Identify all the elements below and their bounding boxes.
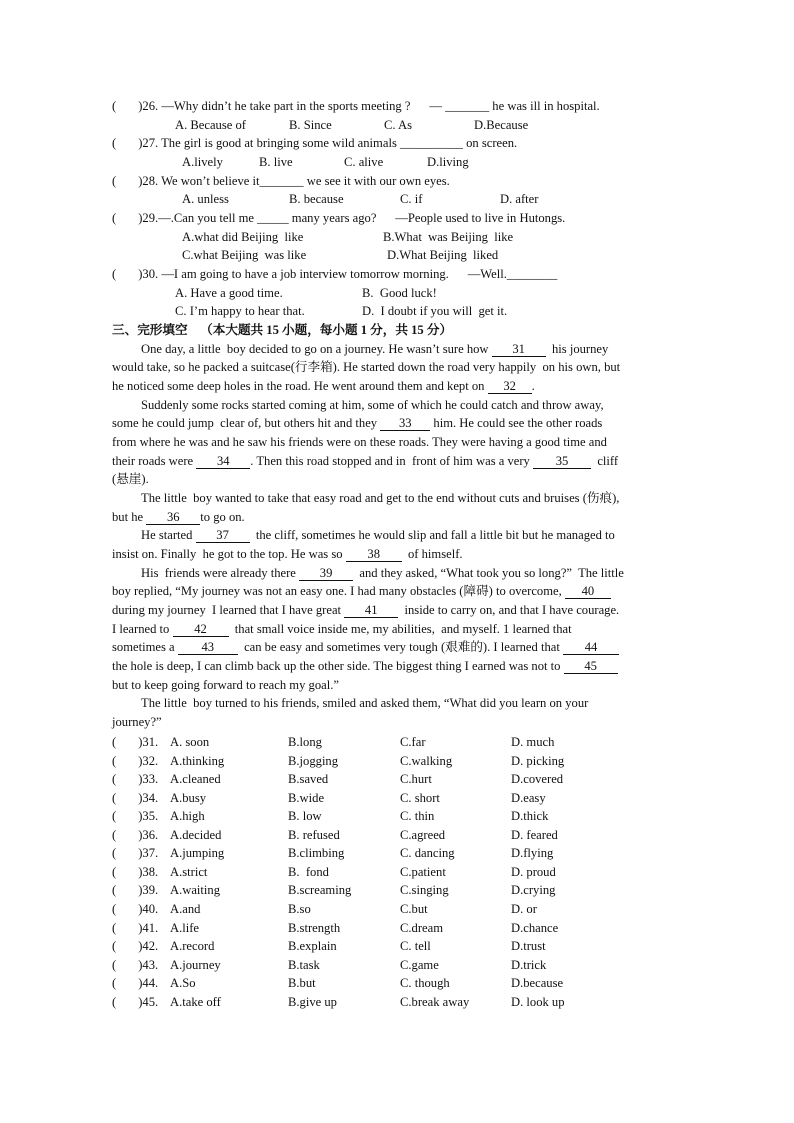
passage-line: from where he was and he saw his friends were on these roads. They were having a good time and	[112, 435, 607, 449]
q28-option-d: D. after	[500, 192, 539, 206]
cloze-37-question-number: ( )37.	[112, 846, 159, 861]
cloze-43-question-number: ( )43.	[112, 957, 159, 972]
cloze-41-question-number: ( )41.	[112, 920, 159, 935]
cloze-37-option-c: C. dancing	[400, 846, 455, 861]
question-26: ( )26. —Why didn’t he take part in the sports meeting ? — _______ he was ill in hospital.	[112, 99, 600, 113]
cloze-31-option-b: B.long	[288, 735, 322, 749]
question-28: ( )28. We won’t believe it_______ we see it with our own eyes.	[112, 174, 450, 188]
question-29: ( )29.—.Can you tell me _____ many years ago? —People used to live in Hutongs.	[112, 211, 566, 225]
cloze-39-option-d: D.crying	[511, 883, 556, 898]
cloze-35-question-number: ( )35.	[112, 809, 159, 824]
cloze-38-option-a: A.strict	[170, 864, 208, 879]
cloze-44-option-b: B.but	[288, 976, 316, 991]
cloze-44-question-number: ( )44.	[112, 976, 159, 991]
q28-option-b: B. because	[289, 192, 344, 206]
cloze-38-option-c: C.patient	[400, 864, 446, 879]
cloze-41-option-c: C.dream	[400, 920, 444, 935]
q27-option-b: B. live	[259, 155, 293, 169]
passage-line: but to keep going forward to reach my goal.”	[112, 678, 339, 692]
blank-44: 44	[563, 641, 619, 655]
blank-31: 31	[492, 343, 546, 357]
cloze-38-option-d: D. proud	[511, 864, 556, 879]
cloze-34-option-a: A.busy	[170, 790, 207, 805]
section-title: 三、完形填空 （本大题共 15 小题，每小题 1 分，共 15 分）	[112, 323, 453, 337]
q28-option-a: A. unless	[182, 192, 229, 206]
blank-34: 34	[196, 455, 250, 469]
cloze-40-option-d: D. or	[511, 902, 537, 916]
blank-40: 40	[565, 585, 611, 599]
cloze-33-option-c: C.hurt	[400, 772, 432, 787]
cloze-42-option-a: A.record	[170, 939, 215, 953]
blank-43: 43	[178, 641, 238, 655]
blank-37: 37	[196, 529, 250, 543]
cloze-39-option-a: A.waiting	[170, 883, 221, 898]
blank-33: 33	[380, 417, 430, 431]
cloze-40-option-c: C.but	[400, 902, 428, 916]
cloze-33-option-d: D.covered	[511, 772, 564, 787]
passage-line: the hole is deep, I can climb back up the other side. The biggest thing I earned was not to 45	[112, 658, 618, 674]
q30-option-c: C. I’m happy to hear that.	[175, 304, 305, 318]
cloze-32-option-b: B.jogging	[288, 753, 339, 768]
cloze-35-option-d: D.thick	[511, 809, 549, 824]
cloze-42-option-d: D.trust	[511, 939, 546, 953]
q27-option-c: C. alive	[344, 155, 384, 169]
passage-line: would take, so he packed a suitcase(行李箱). He started down the road very happily on his own, but	[112, 360, 621, 374]
q30-option-a: A. Have a good time.	[175, 286, 283, 300]
cloze-41-option-b: B.strength	[288, 920, 341, 935]
cloze-40-option-a: A.and	[170, 902, 201, 916]
passage-line: Suddenly some rocks started coming at him, some of which he could catch and throw away,	[141, 398, 604, 412]
cloze-31-option-d: D. much	[511, 735, 555, 749]
cloze-35-option-a: A.high	[170, 809, 205, 824]
cloze-35-option-b: B. low	[288, 809, 322, 824]
cloze-33-question-number: ( )33.	[112, 772, 159, 787]
passage-line: (悬崖).	[112, 472, 149, 486]
cloze-44-option-c: C. though	[400, 976, 450, 991]
cloze-32-option-c: C.walking	[400, 753, 453, 768]
question-30: ( )30. —I am going to have a job interview tomorrow morning. —Well.________	[112, 267, 558, 281]
cloze-39-question-number: ( )39.	[112, 883, 159, 898]
cloze-37-option-b: B.climbing	[288, 846, 345, 861]
cloze-36-option-c: C.agreed	[400, 827, 446, 842]
passage-line: he noticed some deep holes in the road. He went around them and kept on 32 .	[112, 379, 535, 393]
blank-32: 32	[488, 380, 532, 394]
cloze-44-option-a: A.So	[170, 976, 196, 991]
cloze-38-question-number: ( )38.	[112, 864, 159, 879]
passage-line: He started 37 the cliff, sometimes he would slip and fall a little bit but he managed to	[141, 528, 615, 542]
q26-option-d: D.Because	[474, 118, 529, 132]
cloze-45-option-b: B.give up	[288, 994, 337, 1009]
cloze-34-option-b: B.wide	[288, 790, 325, 805]
cloze-42-question-number: ( )42.	[112, 939, 159, 953]
cloze-31-option-c: C.far	[400, 735, 426, 749]
q29-option-c: C.what Beijing was like	[182, 248, 307, 262]
cloze-34-question-number: ( )34.	[112, 790, 159, 805]
q29-option-a: A.what did Beijing like	[182, 230, 304, 244]
cloze-36-option-a: A.decided	[170, 827, 222, 842]
cloze-32-question-number: ( )32.	[112, 753, 159, 768]
cloze-31-question-number: ( )31.	[112, 735, 159, 749]
q26-option-a: A. Because of	[175, 118, 246, 132]
cloze-34-option-d: D.easy	[511, 790, 546, 805]
cloze-37-option-d: D.flying	[511, 846, 554, 861]
passage-line: sometimes a 43 can be easy and sometimes very tough (艰难的). I learned that 44	[112, 639, 619, 655]
cloze-40-question-number: ( )40.	[112, 902, 159, 916]
cloze-42-option-c: C. tell	[400, 939, 431, 953]
cloze-40-option-b: B.so	[288, 902, 311, 916]
cloze-33-option-a: A.cleaned	[170, 772, 221, 787]
blank-39: 39	[299, 567, 353, 581]
q27-option-d: D.living	[427, 155, 469, 169]
passage-line: The little boy turned to his friends, smiled and asked them, “What did you learn on your	[141, 696, 589, 710]
cloze-36-question-number: ( )36.	[112, 827, 159, 842]
cloze-43-option-c: C.game	[400, 957, 439, 972]
blank-35: 35	[533, 455, 591, 469]
cloze-37-option-a: A.jumping	[170, 846, 225, 861]
passage-line: The little boy wanted to take that easy road and get to the end without cuts and bruises (伤痕),	[141, 491, 620, 505]
blank-36: 36	[146, 511, 200, 525]
q26-option-c: C. As	[384, 118, 412, 132]
cloze-38-option-b: B. fond	[288, 864, 329, 879]
blank-42: 42	[173, 623, 229, 637]
cloze-45-option-c: C.break away	[400, 994, 470, 1009]
passage-line: boy replied, “My journey was not an easy one. I had many obstacles (障碍) to overcome, 40	[112, 583, 611, 599]
cloze-41-option-a: A.life	[170, 920, 200, 935]
question-27: ( )27. The girl is good at bringing some wild animals __________ on screen.	[112, 136, 518, 150]
q28-option-c: C. if	[400, 192, 423, 206]
cloze-34-option-c: C. short	[400, 790, 440, 805]
blank-38: 38	[346, 548, 402, 562]
cloze-39-option-b: B.screaming	[288, 883, 352, 898]
blank-45: 45	[564, 660, 618, 674]
cloze-44-option-d: D.because	[511, 976, 564, 991]
q29-option-b: B.What was Beijing like	[383, 230, 514, 244]
cloze-42-option-b: B.explain	[288, 939, 337, 953]
passage-line: One day, a little boy decided to go on a journey. He wasn’t sure how 31 his journey	[141, 342, 609, 356]
cloze-41-option-d: D.chance	[511, 920, 559, 935]
q27-option-a: A.lively	[182, 155, 223, 169]
cloze-43-option-a: A.journey	[170, 957, 221, 972]
cloze-45-option-a: A.take off	[170, 994, 221, 1009]
cloze-32-option-d: D. picking	[511, 753, 565, 768]
passage-line: journey?”	[112, 715, 162, 729]
cloze-32-option-a: A.thinking	[170, 753, 225, 768]
q26-option-b: B. Since	[289, 118, 332, 132]
q30-option-d: D. I doubt if you will get it.	[362, 304, 508, 318]
passage-line: His friends were already there 39 and they asked, “What took you so long?” The little	[141, 566, 624, 580]
passage-line: insist on. Finally he got to the top. He was so 38 of himself.	[112, 547, 463, 561]
cloze-35-option-c: C. thin	[400, 809, 435, 824]
cloze-31-option-a: A. soon	[170, 735, 210, 749]
cloze-45-question-number: ( )45.	[112, 994, 159, 1009]
cloze-43-option-d: D.trick	[511, 957, 547, 972]
passage-line: during my journey I learned that I have great 41 inside to carry on, and that I have courage.	[112, 603, 620, 617]
cloze-39-option-c: C.singing	[400, 883, 449, 898]
q30-option-b: B. Good luck!	[362, 286, 437, 300]
cloze-36-option-d: D. feared	[511, 827, 558, 842]
passage-line: some he could jump clear of, but others hit and they 33 him. He could see the other roads	[112, 416, 603, 430]
cloze-45-option-d: D. look up	[511, 994, 565, 1009]
cloze-36-option-b: B. refused	[288, 827, 340, 842]
blank-41: 41	[344, 604, 398, 618]
q29-option-d: D.What Beijing liked	[387, 248, 499, 262]
passage-line: but he 36 to go on.	[112, 510, 245, 524]
passage-line: I learned to 42 that small voice inside me, my abilities, and myself. 1 learned that	[112, 622, 572, 636]
passage-line: their roads were 34 . Then this road stopped and in front of him was a very 35 cliff	[112, 454, 619, 468]
cloze-43-option-b: B.task	[288, 957, 320, 972]
cloze-33-option-b: B.saved	[288, 772, 329, 787]
